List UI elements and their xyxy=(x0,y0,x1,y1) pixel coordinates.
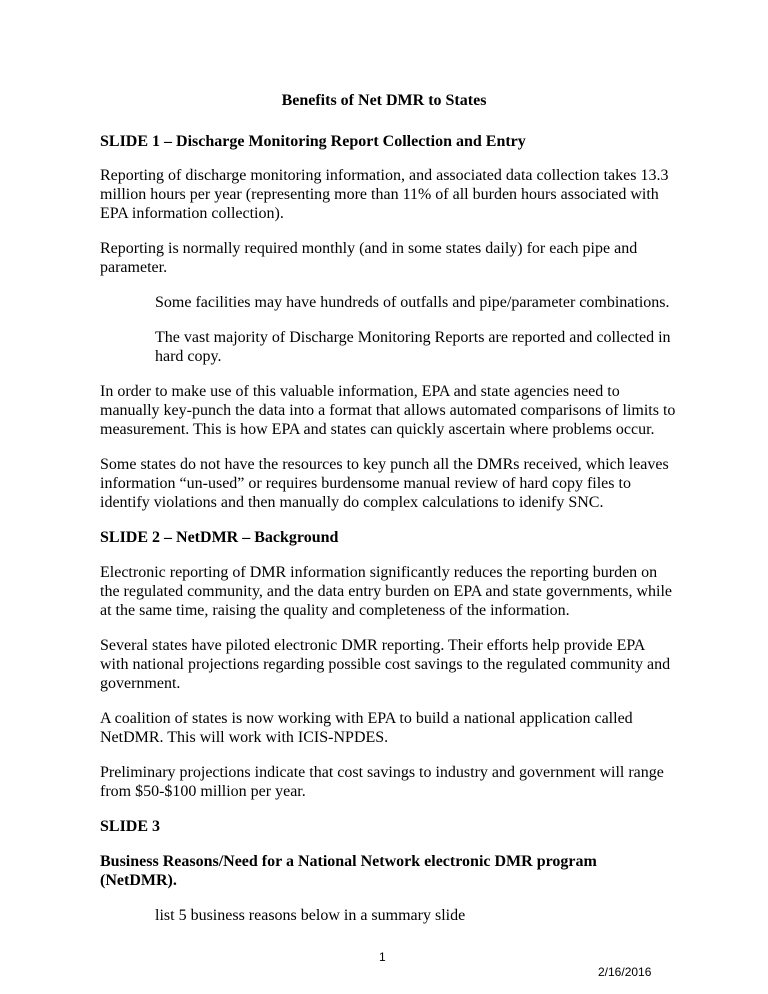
text-line: EPA information collection). xyxy=(100,205,284,222)
text-line: from $50-$100 million per year. xyxy=(100,783,306,800)
text-line: parameter. xyxy=(100,259,168,276)
text-line: at the same time, raising the quality and completeness of the information. xyxy=(100,602,570,619)
paragraph xyxy=(100,166,668,223)
indented-paragraph xyxy=(155,328,671,366)
text-line: A coalition of states is now working with EPA to build a national application called xyxy=(100,710,633,727)
slide2-heading xyxy=(100,528,338,547)
document-title: Benefits of Net DMR to States xyxy=(281,92,487,109)
section-heading xyxy=(100,852,597,890)
text-line: measurement. This is how EPA and states can quickly ascertain where problems occur. xyxy=(100,421,655,438)
text-line: Preliminary projections indicate that cost savings to industry and government will range xyxy=(100,764,664,781)
paragraph xyxy=(100,382,675,439)
text-line: SLIDE 3 xyxy=(100,818,161,835)
text-line: The vast majority of Discharge Monitoring Reports are reported and collected in xyxy=(155,329,671,346)
page-number: 1 xyxy=(379,950,386,964)
slide1-heading xyxy=(100,132,526,151)
text-line: SLIDE 1 – Discharge Monitoring Report Collection and Entry xyxy=(100,133,526,150)
text-line: manually key-punch the data into a format that allows automated comparisons of limits to xyxy=(100,402,676,419)
paragraph xyxy=(100,709,633,747)
text-line: Reporting is normally required monthly (and in some states daily) for each pipe and xyxy=(100,240,638,257)
text-line: information “un-used” or requires burdensome manual review of hard copy files to xyxy=(100,475,631,492)
text-line: hard copy. xyxy=(155,348,222,365)
paragraph xyxy=(100,636,670,693)
text-line: SLIDE 2 – NetDMR – Background xyxy=(100,529,339,546)
text-line: million hours per year (representing more than 11% of all burden hours associated with xyxy=(100,186,659,203)
text-line: Electronic reporting of DMR information significantly reduces the reporting burden on xyxy=(100,564,658,581)
text-line: with national projections regarding possible cost savings to the regulated community and xyxy=(100,656,671,673)
paragraph xyxy=(100,563,672,620)
indented-paragraph xyxy=(155,293,670,312)
text-line: the regulated community, and the data entry burden on EPA and state governments, while xyxy=(100,583,673,600)
text-line: Some states do not have the resources to key punch all the DMRs received, which leaves xyxy=(100,456,669,473)
paragraph xyxy=(100,239,637,277)
text-line: list 5 business reasons below in a summary slide xyxy=(155,907,466,924)
text-line: Some facilities may have hundreds of outfalls and pipe/parameter combinations. xyxy=(155,294,670,311)
indented-paragraph xyxy=(155,906,465,925)
text-line: In order to make use of this valuable information, EPA and state agencies need to xyxy=(100,383,620,400)
text-line: identify violations and then manually do complex calculations to idenify SNC. xyxy=(100,494,604,511)
paragraph xyxy=(100,763,664,801)
paragraph xyxy=(100,455,669,512)
footer-date: 2/16/2016 xyxy=(598,965,652,979)
text-line: (NetDMR). xyxy=(100,872,177,889)
text-line: Reporting of discharge monitoring information, and associated data collection takes 13.3 xyxy=(100,167,669,184)
text-line: government. xyxy=(100,675,181,692)
text-line: Several states have piloted electronic DMR reporting. Their efforts help provide EPA xyxy=(100,637,646,654)
text-line: NetDMR. This will work with ICIS-NPDES. xyxy=(100,729,389,746)
text-line: Business Reasons/Need for a National Network electronic DMR program xyxy=(100,853,597,870)
slide3-heading xyxy=(100,817,160,836)
